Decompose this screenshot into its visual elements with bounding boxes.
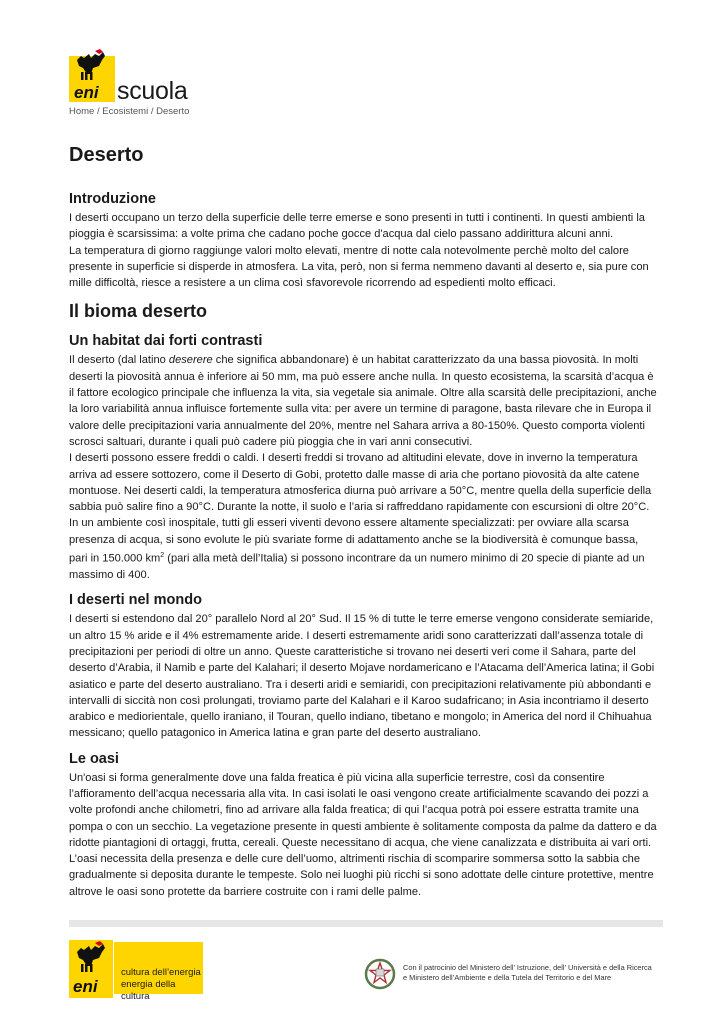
patronage-text [403, 963, 673, 983]
breadcrumb-separator: / [148, 106, 157, 117]
eni-six-legged-dog-logo-icon[interactable] [69, 46, 115, 102]
habitat-paragraph-1: Il deserto (dal latino deserere che significa abbandonare) è un habitat caratterizzato da una bassa piovosità. In molti deserti la piovosità annua è inferiore ai 50 mm, ma può essere anche nulla. In questo ecosistema, la scarsità d’acqua è il fattore ecologico principale che influenza la vita, sia vegetale sia animale. Oltre alla scarsità delle precipitazioni, anche la loro variabilità annua influisce fortemente sulla vita: per avere un termine di paragone, basta rilevare che in Europa il valore delle precipitazioni varia annualmente del 20%, mentre nel Sahara arriva a 80-150%. Questo comporta violenti scrosci saltuari, durante i quali può cadere più pioggia che in vari anni consecutivi. [69, 354, 657, 448]
section-heading-biome: Il bioma deserto [69, 301, 208, 322]
breadcrumb-current: Deserto [156, 106, 190, 117]
page-title: Deserto [69, 144, 144, 166]
section-heading-habitat: Un habitat dai forti contrasti [69, 333, 263, 350]
habitat-paragraph-2: I deserti possono essere freddi o caldi. I deserti freddi si trovano ad altitudini elevate, dove in inverno la temperatura arriva ad essere sottozero, come il Deserto di Gobi, protetto dalle masse di aria che portano piovosità da alte catene montuose. Nei deserti caldi, la temperatura atmosferica diurna può arrivare a 50°C, mentre quella della superficie della sabbia può salire fino a 90°C. Durante la notte, il suolo e l’aria si raffreddano rapidamente con escursioni di oltre 20°C. [69, 452, 652, 514]
patronage-block [363, 955, 663, 995]
breadcrumb-home-link[interactable]: Home [69, 106, 95, 117]
breadcrumb-separator: / [94, 106, 103, 117]
world-paragraph-1: I deserti si estendono dal 20° parallelo Nord al 20° Sud. Il 15 % di tutte le terre emerse vengono considerate semiaride, un altro 15 % aride e il 4% estremamente aride. I deserti estremamente aridi sono caratterizzati dall’assenza totale di precipitazioni per periodi di oltre un anno. Queste caratteristiche si trovano nei deserti veri come il Sahara, parte del deserto d’Arabia, il Namib e parte del Kalahari; il deserto Mojave nordamericano e l’Atacama dell’America latina; il Gobi asiatico e parte del deserto australiano. Tra i deserti aridi e semiaridi, con precipitazioni relativamente più abbondanti e intervalli di siccità non così prolungati, troviamo parte del Kalahari e il Karoo sudafricano; in Asia incontriamo il deserto arabico e mediorientale, quello iraniano, il Touran, quello indiano, tibetano e mongolo; in America del nord il Chihuahua messicano; quello patagonico in America latina e gran parte del deserto australiano. [69, 613, 655, 740]
footer-eni-logo [69, 940, 203, 1000]
intro-paragraph-1: I deserti occupano un terzo della superficie delle terre emerse e sono presenti in tutti i continenti. In questi ambienti la pioggia è scarsissima: a volte prima che cadano poche gocce d'acqua dal cielo passano addirittura alcuni anni. [69, 212, 645, 241]
eni-six-legged-dog-icon [69, 940, 113, 998]
section-heading-oasis: Le oasi [69, 750, 119, 767]
habitat-paragraph-3: In un ambiente così inospitale, tutti gli esseri viventi devono essere altamente specializzati: per ovviare alla scarsa presenza di acqua, si sono evolute le più svariate forme di adattamento anche se la biodiversità è comunque bassa, pari in 150.000 $km^2$ (pari alla metà dell’Italia) si possono incontrare da un numero minimo di 20 specie di piante ad un massimo di 400. [69, 517, 645, 582]
breadcrumb [69, 106, 189, 117]
italian-republic-emblem-icon [363, 957, 397, 991]
breadcrumb-ecosistemi-link[interactable]: Ecosistemi [102, 106, 149, 117]
intro-paragraph-2: La temperatura di giorno raggiunge valori molto elevati, mentre di notte cala notevolmente perchè molto del calore presente in superficie si disperde in atmosfera. La vita, però, non si ferma nemmeno davanti al deserto e, sia pure con mille difficoltà, riesce a resistere a un clima così sfavorevole ricorrendo ad espedienti molto efficaci. [69, 244, 649, 290]
section-heading-world: I deserti nel mondo [69, 592, 202, 609]
svg-text:eni: eni [74, 83, 99, 102]
article [69, 139, 659, 900]
section-heading-intro: Introduzione [69, 191, 156, 207]
logo-wordmark: scuola [117, 77, 188, 105]
oasis-paragraph-1: Un'oasi si forma generalmente dove una falda freatica è più vicina alla superficie terrestre, così da consentire l’affioramento dell’acqua necessaria alla vita. In casi isolati le oasi vengono create artificialmente scavando dei pozzi a volte profondi anche chilometri, fino ad arrivare alla falda freatica; di qui l’acqua potrà poi essere estratta tramite una pompa o con un secchio. La vegetazione presente in questi ambiente è solitamente composta da palme da dattero e da ridotte piantagioni di ortaggi, frutta, cereali. Queste necessitano di acqua, che viene canalizzata e distribuita ai vari orti. [69, 771, 657, 849]
svg-text:eni: eni [73, 977, 98, 996]
tagline-line-2: energia della cultura [121, 979, 176, 1002]
patronage-line-1: Con il patrocinio del Ministero dell’ Istruzione, dell’ Università e della Ricerca [403, 963, 652, 972]
tagline-line-1: cultura dell’energia [121, 967, 201, 978]
footer-divider [69, 920, 663, 927]
footer-tagline [121, 967, 203, 1003]
oasis-paragraph-2: L’oasi necessita della presenza e delle cure dell’uomo, altrimenti rischia di scomparire sommersa sotto la sabbia che gradualmente si deposita durante le tempeste. Solo nei luoghi più ricchi si sono adottate delle cinture protettive, mentre altrove le oasi sono protette da barriere costruite con i rami delle palme. [69, 853, 654, 898]
patronage-line-2: e Ministero dell’Ambiente e della Tutela del Territorio e del Mare [403, 973, 612, 982]
